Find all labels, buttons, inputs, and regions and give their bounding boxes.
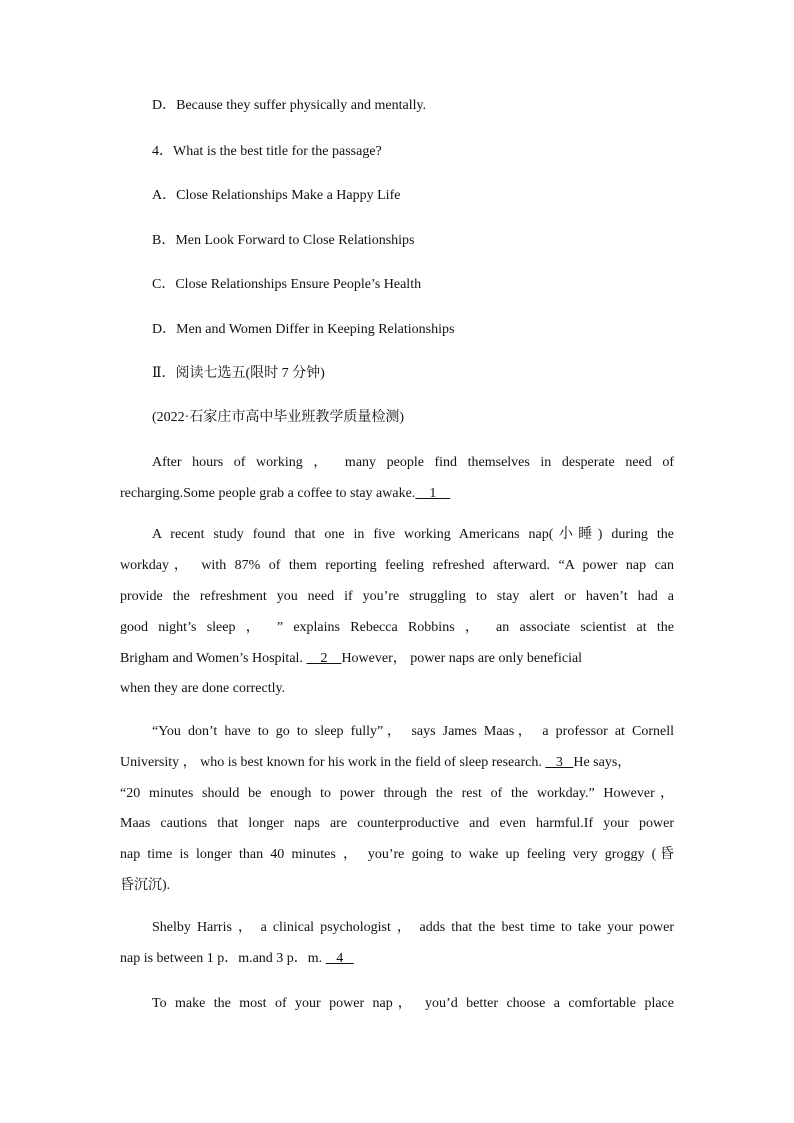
q4-stem: 4．What is the best title for the passage?: [152, 144, 382, 159]
section-title: Ⅱ．阅读七选五(限时 7 分钟): [152, 366, 325, 381]
passage-p3-line4: Maas cautions that longer naps are counterproductive and even harmful.If your power: [120, 816, 674, 831]
passage-p2-line5: [120, 649, 582, 669]
passage-p4-text: nap is between 1 p．m.and 3 p．m.: [120, 951, 326, 966]
section-source: (2022·石家庄市高中毕业班教学质量检测): [152, 410, 404, 425]
passage-p1-line1: After hours of working ， many people find themselves in desperate need of: [152, 455, 674, 470]
q3-option-d: D．Because they suffer physically and mentally.: [152, 98, 427, 113]
q4-option-a: A．Close Relationships Make a Happy Life: [152, 188, 401, 203]
passage-p4-line1: Shelby Harris ， a clinical psychologist ， adds that the best time to take your power: [152, 920, 674, 935]
passage-p1-line2: [120, 484, 450, 504]
blank-4: 4: [325, 951, 354, 966]
blank-3: 3: [545, 755, 574, 770]
passage-p3-line2: [120, 753, 631, 773]
passage-p2-line1: A recent study found that one in five working Americans nap(小睡) during the: [152, 527, 674, 542]
blank-1: 1: [415, 486, 451, 501]
passage-p3-line3: “20 minutes should be enough to power through the rest of the workday.” However，: [120, 786, 674, 801]
passage-p4-line2: [120, 949, 354, 969]
passage-p2-line2: workday， with 87% of them reporting feeling refreshed afterward. “A power nap can: [120, 558, 674, 573]
passage-p3-line1: “You don’t have to go to sleep fully”， says James Maas， a professor at Cornell: [152, 724, 674, 739]
passage-p5-line1: To make the most of your power nap， you’d better choose a comfortable place: [152, 996, 674, 1011]
q4-option-b: B．Men Look Forward to Close Relationships: [152, 233, 415, 248]
blank-2: 2: [306, 651, 342, 666]
q4-option-d: D．Men and Women Differ in Keeping Relationships: [152, 322, 455, 337]
passage-p2-line4: good night’s sleep ， ” explains Rebecca Robbins ， an associate scientist at the: [120, 620, 674, 635]
passage-p2-line3: provide the refreshment you need if you’re struggling to stay alert or haven’t had a: [120, 589, 674, 604]
passage-p2-line5-b: However， power naps are only beneficial: [341, 651, 583, 666]
passage-p3-line5: nap time is longer than 40 minutes ， you’re going to wake up feeling very groggy (昏: [120, 847, 674, 862]
passage-p3-line2-a: University ， who is best known for his work in the field of sleep research.: [120, 755, 546, 770]
q4-option-c: C．Close Relationships Ensure People’s Health: [152, 277, 422, 292]
passage-p2-line6: when they are done correctly.: [120, 681, 286, 696]
passage-p3-line2-b: He says，: [573, 755, 632, 770]
passage-p3-line6: 昏沉沉).: [120, 878, 171, 893]
passage-p2-line5-a: Brigham and Women’s Hospital.: [120, 651, 307, 666]
passage-p1-text: recharging.Some people grab a coffee to stay awake.: [120, 486, 416, 501]
